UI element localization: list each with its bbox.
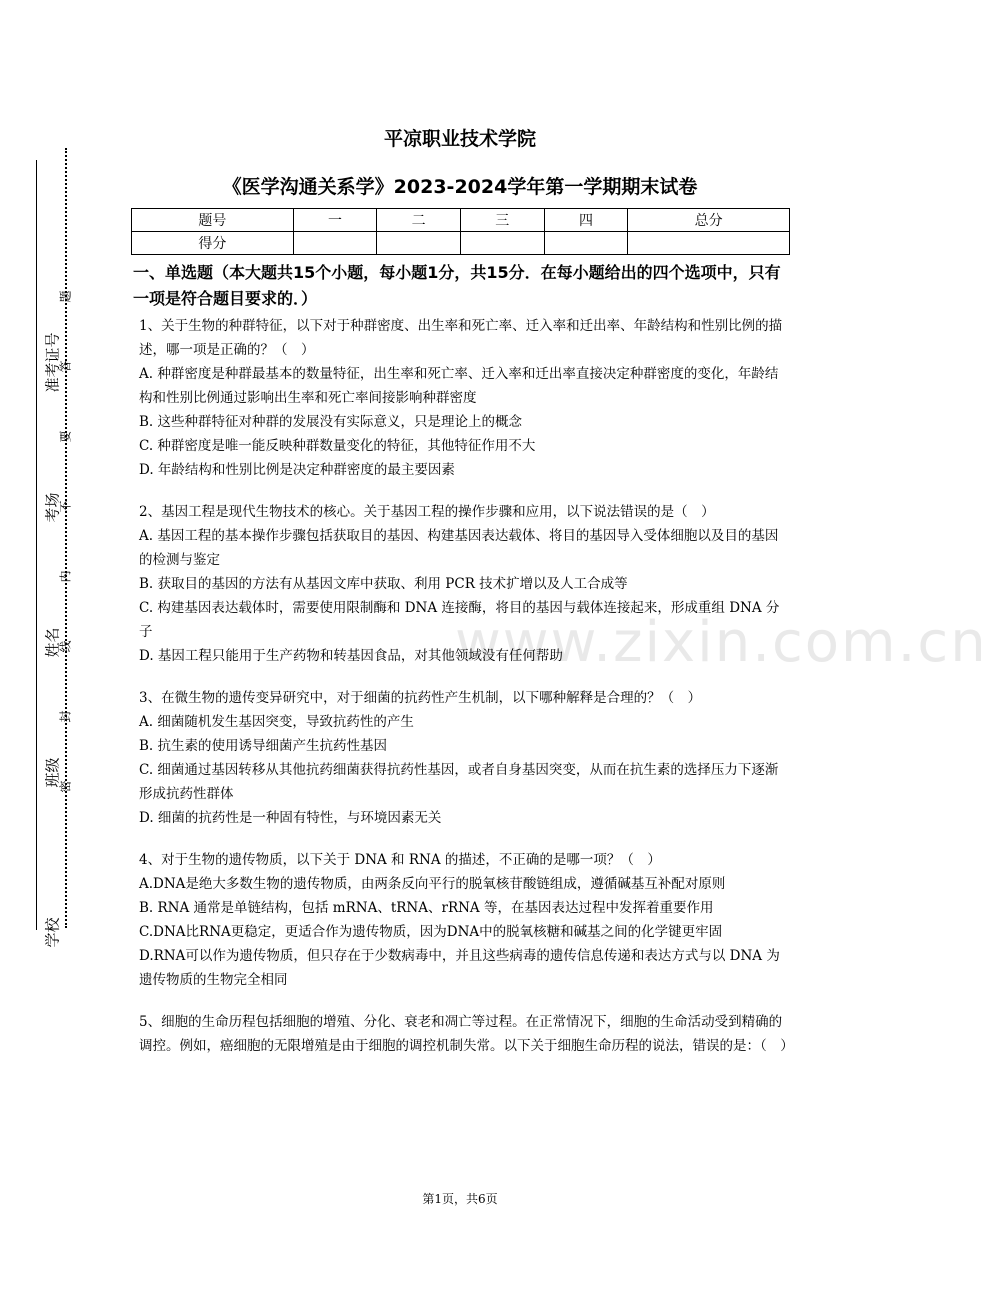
option-d: D.RNA可以作为遗传物质，但只存在于少数病毒中，并且这些病毒的遗传信息传递和表达方式与以 DNA 为遗传物质的生物完全相同: [139, 948, 780, 988]
option-a: A.DNA是绝大多数生物的遗传物质，由两条反向平行的脱氧核苷酸链组成，遵循碱基互补配对原则: [139, 876, 726, 892]
option-a: A. 种群密度是种群最基本的数量特征，出生率和死亡率、迁入率和迁出率直接决定种群密度的变化，年龄结构和性别比例通过影响出生率和死亡率间接影响种群密度: [139, 366, 779, 406]
question-stem: 1、关于生物的种群特征，以下对于种群密度、出生率和死亡率、迁入率和迁出率、年龄结构和性别比例的描述，哪一项是正确的？（ ）: [139, 318, 783, 358]
question-stem: 5、细胞的生命历程包括细胞的增殖、分化、衰老和凋亡等过程。在正常情况下，细胞的生命活动受到精确的调控。例如，癌细胞的无限增殖是由于细胞的调控机制失常。以下关于细胞生命历程的说法，错误的是：（ ）: [139, 1014, 794, 1054]
question-stem: 4、对于生物的遗传物质，以下关于 DNA 和 RNA 的描述，不正确的是哪一项？（ ）: [139, 852, 661, 868]
score-cell: 得分: [132, 232, 294, 255]
question-5: [139, 1010, 794, 1058]
seal-char: 线: [58, 640, 73, 653]
question-stem: 3、在微生物的遗传变异研究中，对于细菌的抗药性产生机制，以下哪种解释是合理的？（ ）: [139, 690, 702, 706]
score-table-header-row: [132, 209, 790, 232]
school-name: 平凉职业技术学院: [383, 128, 536, 150]
score-input-cell[interactable]: [544, 232, 628, 255]
score-input-cell[interactable]: [293, 232, 377, 255]
label-exam-number: 准考证号: [43, 332, 62, 393]
label-exam-room: 考场: [43, 492, 62, 523]
score-cell: 三: [460, 209, 544, 232]
score-input-cell[interactable]: [377, 232, 461, 255]
score-table-score-row: [132, 232, 790, 255]
label-school: 学校: [43, 917, 62, 948]
exam-content: [133, 260, 794, 1076]
option-c: C.DNA比RNA更稳定，更适合作为遗传物质，因为DNA中的脱氧核糖和碱基之间的化学键更牢固: [139, 924, 723, 940]
seal-char: 密: [58, 780, 73, 793]
seal-char: 答: [58, 360, 73, 373]
seal-char: 封: [58, 710, 73, 723]
score-input-cell[interactable]: [460, 232, 544, 255]
score-table: [131, 208, 790, 255]
question-stem: 2、基因工程是现代生物技术的核心。关于基因工程的操作步骤和应用，以下说法错误的是（ ）: [139, 504, 715, 520]
question-1: [139, 314, 789, 482]
option-a: A. 细菌随机发生基因突变，导致抗药性的产生: [139, 714, 414, 730]
score-cell: 一: [293, 209, 377, 232]
option-c: C. 构建基因表达载体时，需要使用限制酶和 DNA 连接酶，将目的基因与载体连接起来，形成重组 DNA 分子: [139, 600, 780, 640]
page-footer: 第1页，共6页: [422, 1192, 498, 1206]
exam-title: 《医学沟通关系学》2023-2024学年第一学期期末试卷: [222, 176, 698, 198]
seal-char: 题: [58, 290, 73, 303]
score-cell: 题号: [132, 209, 294, 232]
option-b: B. 抗生素的使用诱导细菌产生抗药性基因: [139, 738, 388, 754]
question-2: [139, 500, 789, 668]
option-b: B. 获取目的基因的方法有从基因文库中获取、利用 PCR 技术扩增以及人工合成等: [139, 576, 628, 592]
option-d: D. 细菌的抗药性是一种固有特性，与环境因素无关: [139, 810, 442, 826]
seal-char: 要: [58, 430, 73, 443]
option-c: C. 细菌通过基因转移从其他抗药细菌获得抗药性基因，或者自身基因突变，从而在抗生素的选择压力下逐渐形成抗药性群体: [139, 762, 779, 802]
option-b: B. RNA 通常是单链结构，包括 mRNA、tRNA、rRNA 等，在基因表达过程中发挥着重要作用: [139, 900, 714, 916]
seal-char: 不: [58, 500, 73, 513]
score-input-cell[interactable]: [628, 232, 790, 255]
score-cell: 总分: [628, 209, 790, 232]
fill-line: [36, 160, 37, 930]
watermark: www.zixin.com.cn: [455, 610, 988, 675]
option-d: D. 基因工程只能用于生产药物和转基因食品，对其他领域没有任何帮助: [139, 648, 563, 664]
section-heading: 一、单选题（本大题共15个小题，每小题1分，共15分．在每小题给出的四个选项中，只有一项是符合题目要求的．）: [133, 263, 781, 308]
option-c: C. 种群密度是唯一能反映种群数量变化的特征，其他特征作用不大: [139, 438, 536, 454]
question-4: [139, 848, 789, 992]
score-cell: 二: [377, 209, 461, 232]
question-3: [139, 686, 789, 830]
label-class: 班级: [43, 757, 62, 788]
option-b: B. 这些种群特征对种群的发展没有实际意义，只是理论上的概念: [139, 414, 523, 430]
seal-char: 内: [58, 570, 73, 583]
score-cell: 四: [544, 209, 628, 232]
label-name: 姓名: [43, 627, 62, 658]
seal-dotted-line: [65, 148, 67, 928]
option-d: D. 年龄结构和性别比例是决定种群密度的最主要因素: [139, 462, 455, 478]
option-a: A. 基因工程的基本操作步骤包括获取目的基因、构建基因表达载体、将目的基因导入受体细胞以及目的基因的检测与鉴定: [139, 528, 779, 568]
